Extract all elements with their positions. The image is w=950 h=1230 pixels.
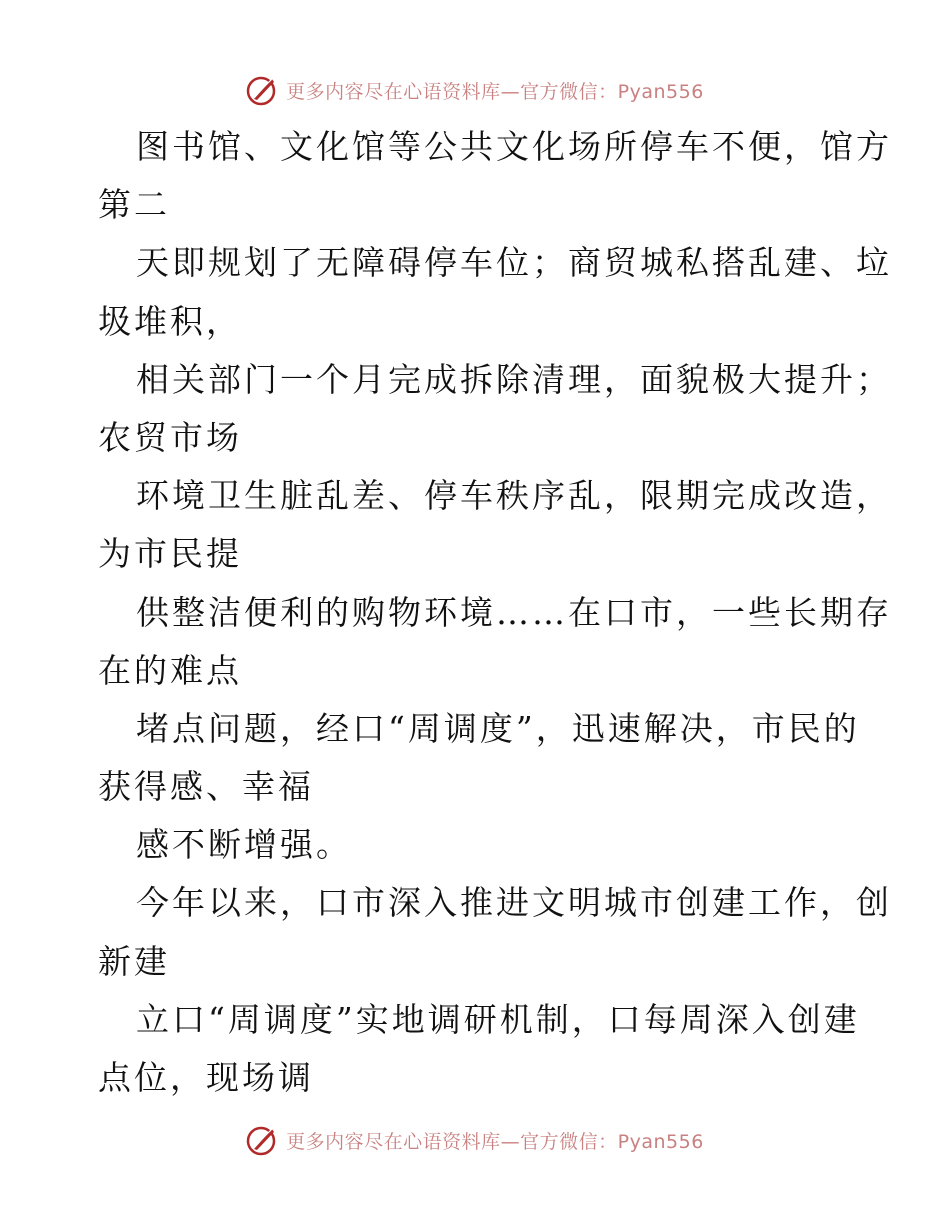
quill-logo-icon <box>246 1123 280 1157</box>
text-line: 感不断增强。 <box>136 825 352 865</box>
text-line: 在的难点 <box>98 650 242 690</box>
text-line: 堵点问题，经口“周调度”，迅速解决，市民的 <box>136 708 860 748</box>
text-line: 新建 <box>98 941 170 981</box>
text-line: 点位，现场调 <box>98 1058 314 1097</box>
text-line: 图书馆、文化馆等公共文化场所停车不便，馆方 <box>136 127 892 166</box>
watermark-header <box>0 70 950 110</box>
document-body <box>98 118 892 1107</box>
text-line: 农贸市场 <box>98 417 242 457</box>
text-line: 相关部门一个月完成拆除清理，面貌极大提升； <box>136 359 892 399</box>
quill-logo-icon <box>246 73 280 107</box>
text-line: 供整洁便利的购物环境……在口市，一些长期存 <box>136 592 892 632</box>
text-line: 第二 <box>98 185 170 225</box>
text-line: 为市民提 <box>98 534 242 574</box>
text-line: 获得感、幸福 <box>98 767 314 807</box>
text-line: 圾堆积， <box>98 301 242 341</box>
text-line: 今年以来，口市深入推进文明城市创建工作，创 <box>136 883 892 923</box>
text-line: 环境卫生脏乱差、停车秩序乱，限期完成改造， <box>136 476 892 516</box>
watermark-text: 更多内容尽在心语资料库—官方微信：Pyan556 <box>286 80 704 103</box>
text-line: 立口“周调度”实地调研机制，口每周深入创建 <box>136 999 860 1039</box>
watermark-text: 更多内容尽在心语资料库—官方微信：Pyan556 <box>286 1130 704 1153</box>
text-line: 天即规划了无障碍停车位；商贸城私搭乱建、垃 <box>136 243 892 283</box>
watermark-footer <box>0 1120 950 1160</box>
